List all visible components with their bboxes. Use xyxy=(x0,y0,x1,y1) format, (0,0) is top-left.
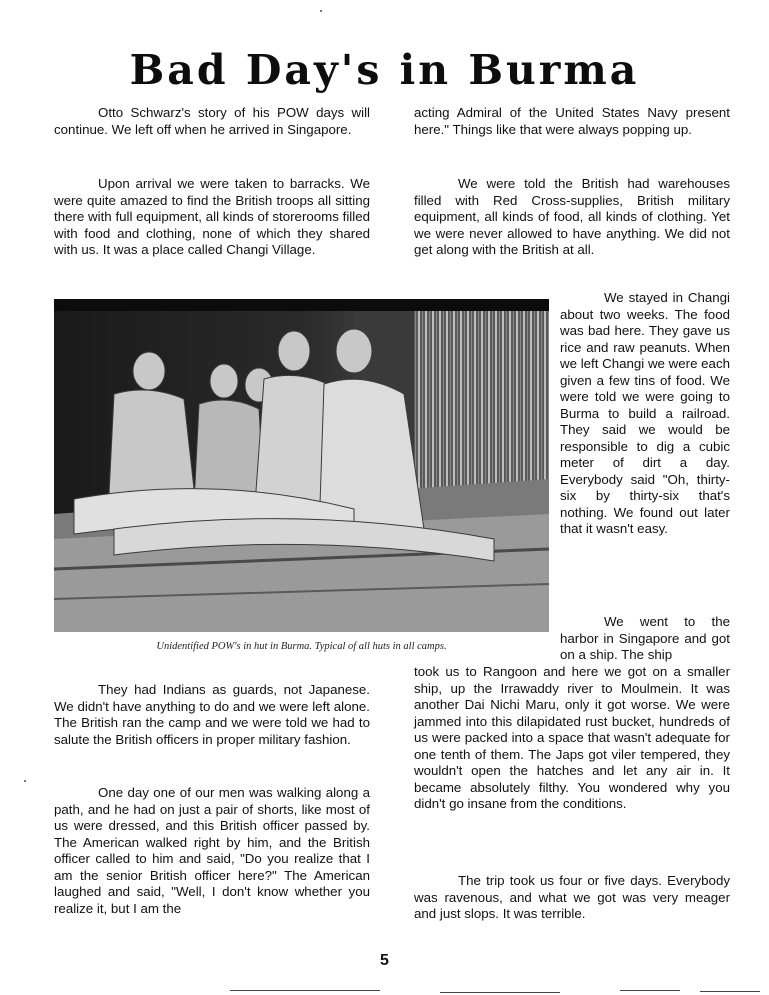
scan-speck xyxy=(24,780,26,782)
article-title: Bad Day's in Burma xyxy=(129,46,640,94)
bottom-rule xyxy=(230,990,380,991)
pow-hut-photo xyxy=(54,299,549,632)
bottom-rule xyxy=(620,990,680,991)
photo-caption: Unidentified POW's in hut in Burma. Typical of all huts in all camps. xyxy=(156,641,447,652)
bottom-rule xyxy=(700,991,760,992)
intro-paragraph: Otto Schwarz's story of his POW days will continue. We left off when he arrived in Singapore. xyxy=(54,105,370,137)
arrival-paragraph: Upon arrival we were taken to barracks. We were quite amazed to find the British troops all sitting there with full equipment, all kinds of storerooms filled with food and clothing, none of which they shared with us. It was a place called Changi Village. xyxy=(54,176,370,257)
harbor-paragraph-start: We went to the harbor in Singapore and got on a ship. The ship xyxy=(560,614,730,662)
harbor-paragraph-continued: took us to Rangoon and here we got on a smaller ship, up the Irrawaddy river to Moulmein. It was another Dai Nichi Maru, only it got worse. We were jammed into this dilapidated rust bucket, hundreds of us were packed into a space that wasn't adequate for one tenth of them. The Japs got viler tempered, they wouldn't open the hatches and let any air in. It became absolutely filthy. You wondered why you didn't go insane from the conditions. xyxy=(414,664,730,811)
trip-paragraph: The trip took us four or five days. Everybody was ravenous, and what we got was very meager and just slops. It was terrible. xyxy=(414,873,730,921)
guards-paragraph: They had Indians as guards, not Japanese. We didn't have anything to do and we were left alone. The British ran the camp and we were told we had to salute the British officers in proper military fashion. xyxy=(54,682,370,747)
page-number: 5 xyxy=(380,952,389,969)
bottom-rule xyxy=(440,992,560,993)
changi-paragraph: We stayed in Changi about two weeks. The food was bad here. They gave us rice and raw peanuts. When we left Changi we were each given a few tins of food. We were told we were going to Burma to build a railroad. They said we would be responsible to dig a cubic meter of dirt a day. Everybody said "Oh, thirty-six by thirty-six that's nothing. We found out later that it wasn't easy. xyxy=(560,290,730,536)
officer-anecdote-paragraph: One day one of our men was walking along a path, and he had on just a pair of shorts, like most of us were dressed, and this British officer passed by. The American walked right by him, and the British officer called to him and said, "Do you realize that I am the senior British officer here?" The American laughed and said, "Well, I don't know whether you realize it, but I am the xyxy=(54,785,370,916)
admiral-continuation-paragraph: acting Admiral of the United States Navy present here." Things like that were always popping up. xyxy=(414,105,730,137)
scan-speck xyxy=(320,10,322,12)
warehouses-paragraph: We were told the British had warehouses filled with Red Cross-supplies, British military equipment, all kinds of food, all kinds of clothing. Yet we were never allowed to have anything. We did not get along with the British at all. xyxy=(414,176,730,257)
